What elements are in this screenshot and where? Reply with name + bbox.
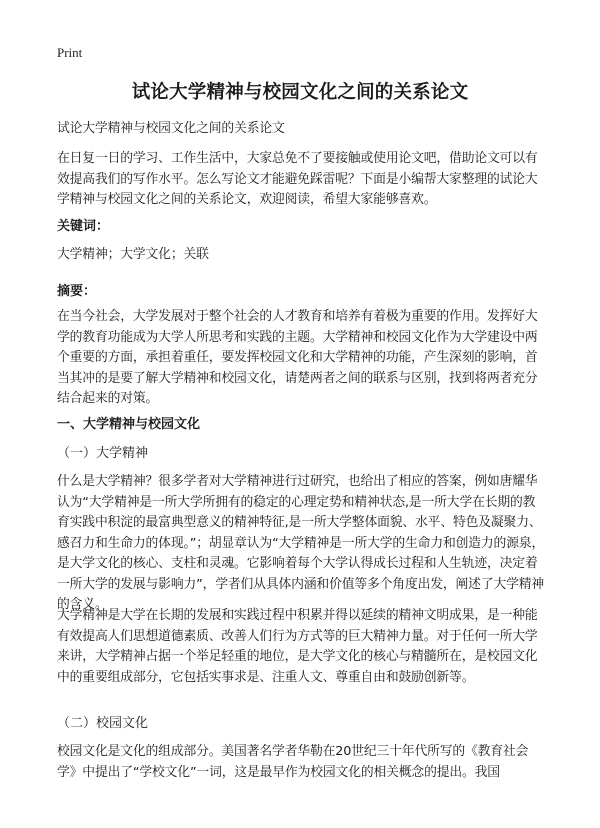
doc-subtitle: 试论大学精神与校园文化之间的关系论文 [57, 121, 285, 136]
subsection-heading: （二）校园文化 [57, 716, 149, 731]
body-paragraph: 大学精神是大学在长期的发展和实践过程中积累并得以延续的精神文明成果，是一种能有效提高人们思想道德素质、改善人们行为方式等的巨大精神力量。对于任何一所大学来讲，大学精神占据一个举足轻重的地位，是大学文化的核心与精髓所在，是校园文化中的重要组成部分，它包括实事求是、注重人文、尊重自由和鼓励创新等。 [57, 608, 538, 685]
body-paragraph: 什么是大学精神？很多学者对大学精神进行过研究，也给出了相应的答案，例如唐耀华认为“大学精神是一所大学所拥有的稳定的心理定势和精神状态,是一所大学在长期的教育实践中积淀的最富典型意义的精神特征,是一所大学整体面貌、水平、特色及凝聚力、感召力和生命力的体现。”；胡显章认为“大学精神是一所大学的生命力和创造力的源泉，是大学文化的核心、支柱和灵魂。它影响着每个大学认得成长过程和人生轨迹，决定着一所大学的发展与影响力”，学者们从具体内涵和价值等多个角度出发，阐述了大学精神的含义。 [57, 474, 545, 612]
print-label[interactable]: Print [57, 45, 83, 60]
subsection-heading: （一）大学精神 [57, 446, 149, 461]
abstract-heading: 摘要： [57, 284, 97, 299]
body-paragraph: 校园文化是文化的组成部分。美国著名学者华勒在20世纪三十年代所写的《教育社会学》中提出了“学校文化”一词，这是最早作为校园文化的相关概念的提出。我国 [57, 744, 529, 780]
page-title: 试论大学精神与校园文化之间的关系论文 [131, 82, 469, 103]
section-heading: 一、大学精神与校园文化 [57, 417, 201, 432]
keywords-text: 大学精神；大学文化；关联 [57, 247, 209, 262]
abstract-paragraph: 在当今社会，大学发展对于整个社会的人才教育和培养有着极为重要的作用。发挥好大学的教育功能成为大学人所思考和实践的主题。大学精神和校园文化作为大学建设中两个重要的方面，承担着重任，要发挥校园文化和大学精神的功能，产生深刻的影响，首当其冲的是要了解大学精神和校园文化，请楚两者之间的联系与区别，找到将两者充分结合起来的对策。 [57, 309, 538, 406]
keywords-heading: 关键词： [57, 219, 110, 234]
intro-paragraph: 在日复一日的学习、工作生活中，大家总免不了要接触或使用论文吧，借助论文可以有效提高我们的写作水平。怎么写论文才能避免踩雷呢？下面是小编帮大家整理的试论大学精神与校园文化之间的关系论文，欢迎阅读，希望大家能够喜欢。 [57, 151, 538, 207]
